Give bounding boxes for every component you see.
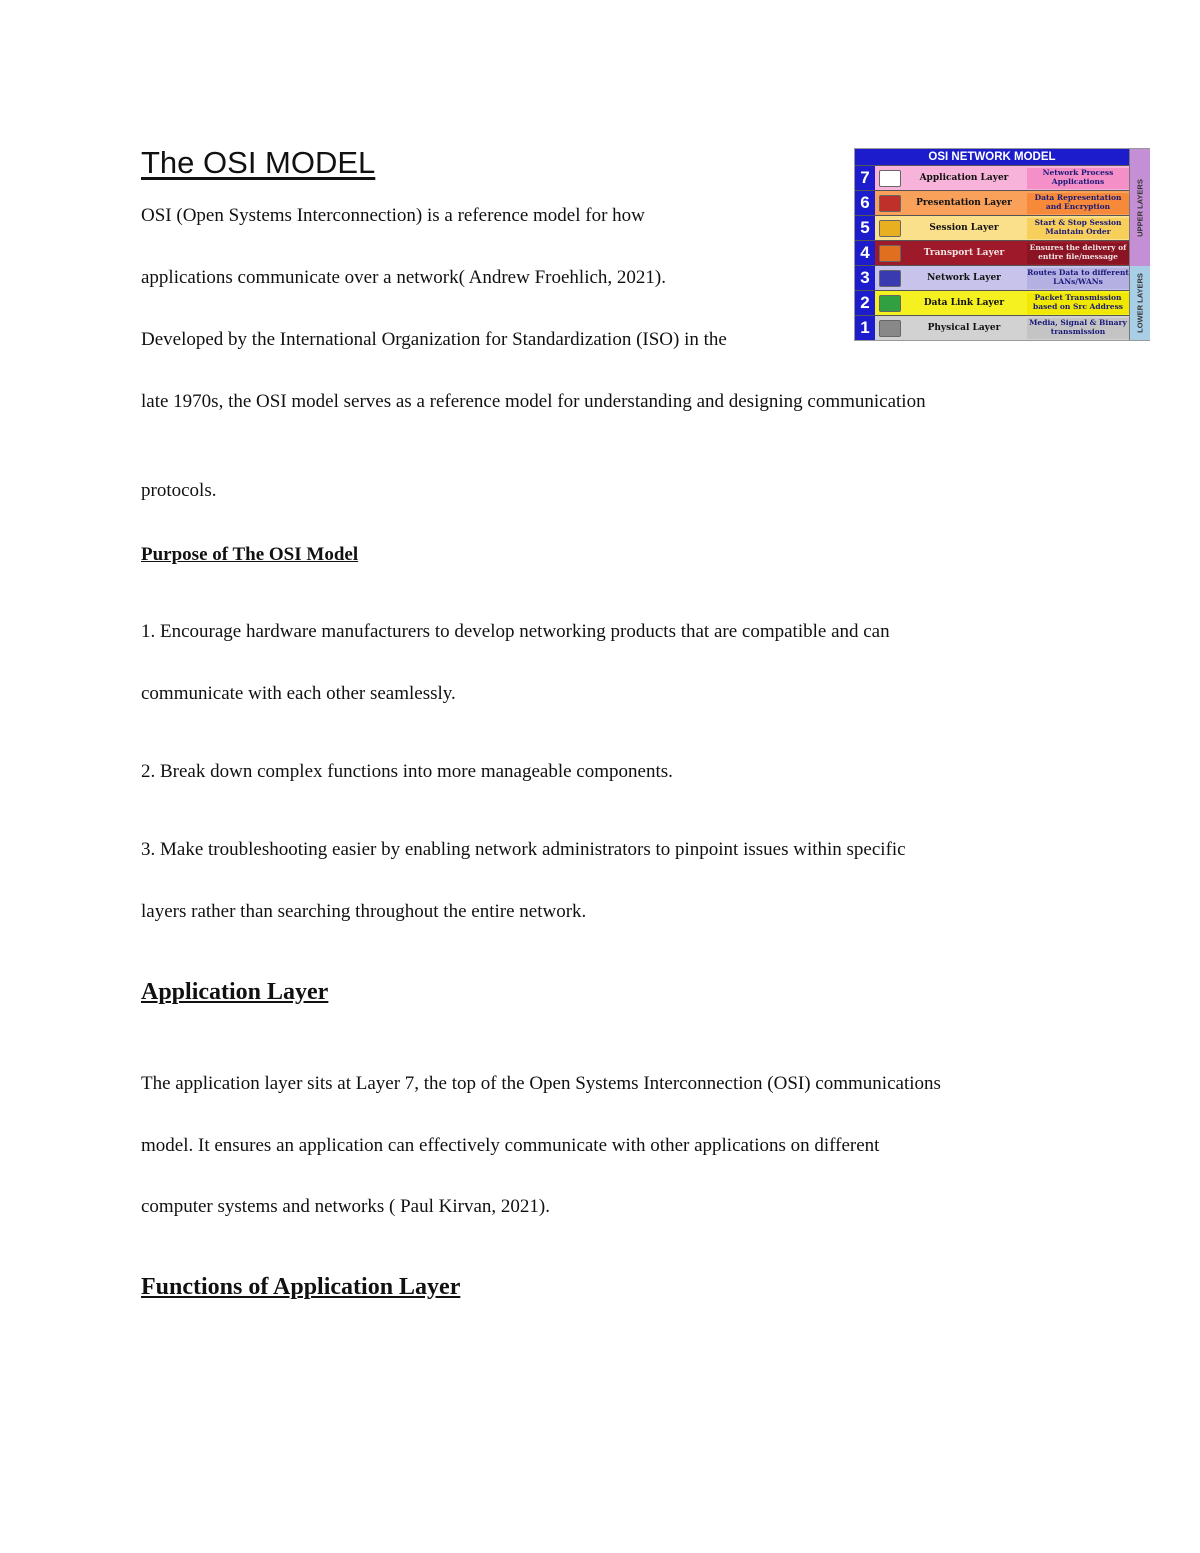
osi-layer-number: 7 — [855, 166, 875, 190]
osi-figure-header: OSI NETWORK MODEL — [855, 149, 1129, 165]
osi-layer-icon — [879, 220, 901, 237]
upper-layers-band — [1129, 149, 1150, 266]
app-layer-line-1: The application layer sits at Layer 7, the top of the Open Systems Interconnection (OSI) communications — [141, 1073, 941, 1094]
osi-layer-icon — [879, 170, 901, 187]
lower-layers-label: LOWER LAYERS — [1135, 273, 1145, 333]
document-title: The OSI MODEL — [141, 145, 376, 180]
osi-layer-description: Packet Transmission based on Src Address — [1027, 293, 1129, 314]
osi-layer-name: Transport Layer — [923, 248, 1005, 258]
osi-layer-name: Data Link Layer — [923, 298, 1005, 308]
purpose-heading: Purpose of The OSI Model — [141, 544, 359, 565]
osi-layer-number: 5 — [855, 216, 875, 240]
intro-line-3: Developed by the International Organization for Standardization (ISO) in the — [141, 329, 727, 350]
osi-layer-description: Start & Stop Session Maintain Order — [1027, 218, 1129, 239]
osi-layer-description: Data Representation and Encryption — [1027, 193, 1129, 214]
osi-layer-row — [855, 240, 1129, 265]
intro-line-2: applications communicate over a network( Andrew Froehlich, 2021). — [141, 267, 666, 288]
osi-layer-row — [855, 265, 1129, 290]
upper-layers-label: UPPER LAYERS — [1135, 178, 1145, 237]
osi-layer-row — [855, 215, 1129, 240]
application-layer-heading: Application Layer — [141, 979, 329, 1005]
osi-layer-row — [855, 190, 1129, 215]
osi-layer-icon — [879, 320, 901, 337]
purpose-line-1: 1. Encourage hardware manufacturers to develop networking products that are compatible and can — [141, 621, 890, 642]
osi-layer-number: 6 — [855, 191, 875, 215]
osi-layer-name: Physical Layer — [927, 323, 1001, 333]
osi-layer-row — [855, 315, 1129, 340]
osi-layer-icon — [879, 245, 901, 262]
osi-layer-description: Network Process Applications — [1027, 168, 1129, 189]
purpose-line-2: communicate with each other seamlessly. — [141, 683, 456, 704]
lower-layers-band — [1129, 266, 1150, 340]
purpose-line-3: 2. Break down complex functions into more manageable components. — [141, 761, 673, 782]
osi-layer-number: 2 — [855, 291, 875, 315]
osi-layer-name: Session Layer — [929, 223, 999, 233]
osi-layer-row — [855, 165, 1129, 190]
functions-heading: Functions of Application Layer — [141, 1274, 461, 1300]
osi-layer-icon — [879, 195, 901, 212]
intro-line-4: late 1970s, the OSI model serves as a reference model for understanding and designing communication — [141, 391, 926, 412]
osi-layer-description: Ensures the delivery of entire file/message — [1027, 243, 1129, 264]
osi-layer-row — [855, 290, 1129, 315]
purpose-line-4: 3. Make troubleshooting easier by enabling network administrators to pinpoint issues within specific — [141, 839, 906, 860]
osi-layer-number: 1 — [855, 316, 875, 340]
osi-layer-name: Application Layer — [919, 173, 1009, 183]
osi-network-model-figure — [854, 148, 1150, 341]
app-layer-line-3: computer systems and networks ( Paul Kirvan, 2021). — [141, 1196, 550, 1217]
intro-line-5: protocols. — [141, 480, 217, 501]
osi-layer-number: 4 — [855, 241, 875, 265]
intro-line-1: OSI (Open Systems Interconnection) is a reference model for how — [141, 205, 645, 226]
osi-layer-name: Network Layer — [927, 273, 1001, 283]
app-layer-line-2: model. It ensures an application can effectively communicate with other applications on different — [141, 1135, 880, 1156]
osi-layer-description: Media, Signal & Binary transmission — [1027, 318, 1129, 339]
osi-layer-number: 3 — [855, 266, 875, 290]
osi-layer-icon — [879, 295, 901, 312]
osi-layer-name: Presentation Layer — [916, 198, 1012, 208]
purpose-line-5: layers rather than searching throughout the entire network. — [141, 901, 587, 922]
osi-layer-icon — [879, 270, 901, 287]
osi-layer-description: Routes Data to different LANs/WANs — [1027, 268, 1129, 289]
